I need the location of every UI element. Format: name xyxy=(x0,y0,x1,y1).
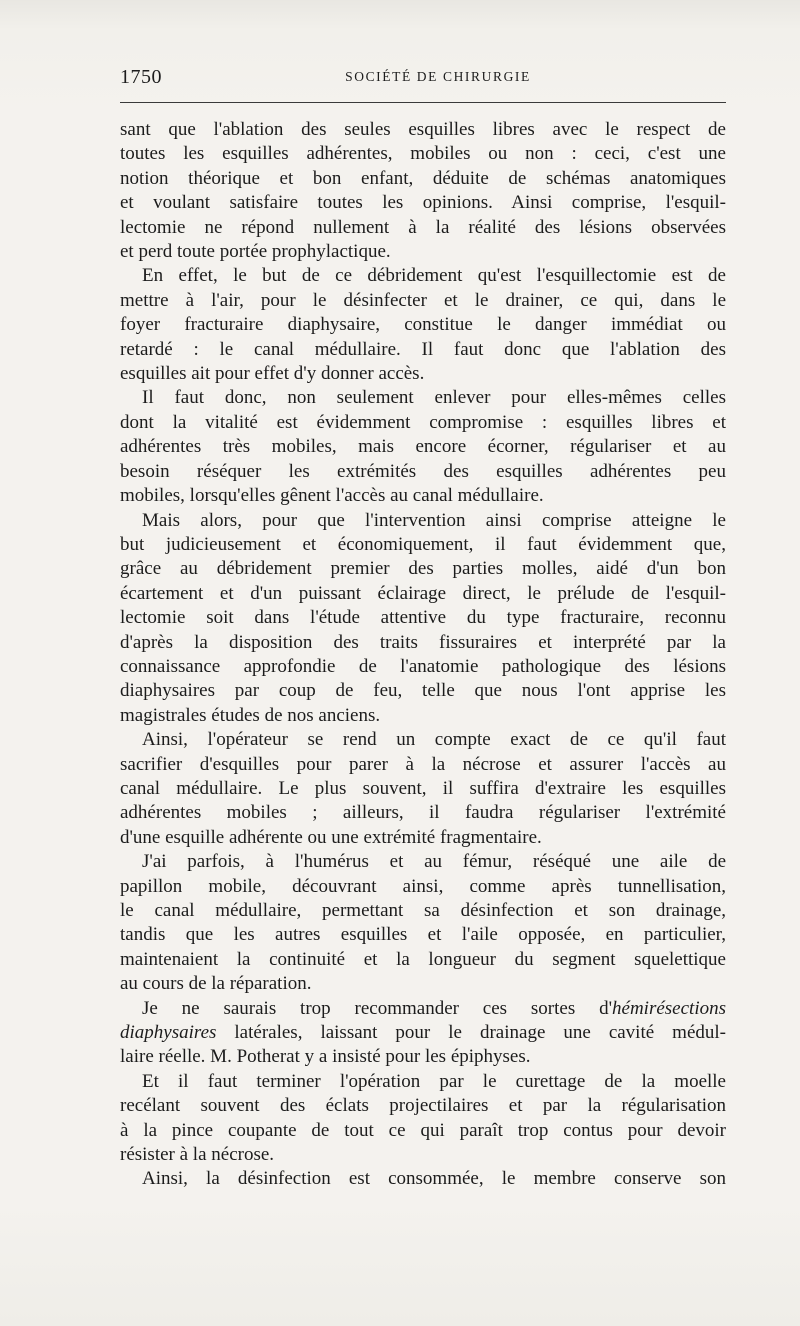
text-line: le canal médullaire, permettant sa désinfection et son drainage, xyxy=(120,900,726,921)
page-number: 1750 xyxy=(120,66,162,88)
text-line: besoin réséquer les extrémités des esquilles adhérentes peu xyxy=(120,460,726,482)
paragraph xyxy=(120,850,726,996)
text-line: d'une esquille adhérente ou une extrémité fragmentaire. xyxy=(120,826,542,848)
text-line: magistrales études de nos anciens. xyxy=(120,704,381,726)
running-title: SOCIÉTÉ DE CHIRURGIE xyxy=(345,69,531,84)
paragraph xyxy=(120,1167,726,1191)
paragraph xyxy=(120,728,726,850)
text-line: Ainsi, l'opérateur se rend un compte exact de ce qu'il faut xyxy=(142,729,726,751)
paragraph xyxy=(120,264,726,386)
text-line: au cours de la réparation. xyxy=(120,973,312,995)
paragraph xyxy=(120,1070,726,1168)
text-line: adhérentes très mobiles, mais encore écorner, régulariser et au xyxy=(120,436,726,458)
text-line: canal médullaire. Le plus souvent, il suffira d'extraire les esquilles xyxy=(120,777,726,799)
text-line xyxy=(120,1021,726,1045)
paragraph xyxy=(120,118,726,264)
text-line: grâce au débridement premier des parties molles, aidé d'un bon xyxy=(120,558,726,580)
text-line: esquilles ait pour effet d'y donner accès. xyxy=(120,363,425,385)
text-line: Mais alors, pour que l'intervention ainsi comprise atteigne le xyxy=(142,509,726,531)
body-text xyxy=(120,118,726,1192)
text-line: adhérentes mobiles ; ailleurs, il faudra régulariser l'extrémité xyxy=(120,802,726,824)
text-line: mettre à l'air, pour le désinfecter et le drainer, ce qui, dans le xyxy=(120,289,726,311)
header-rule xyxy=(120,102,726,103)
text-line: notion théorique et bon enfant, déduite de schémas anatomiques xyxy=(120,167,726,189)
text-line: En effet, le but de ce débridement qu'est l'esquillectomie est de xyxy=(142,265,726,287)
paragraph xyxy=(120,997,726,1070)
text-line: à la pince coupante de tout ce qui paraît trop contus pour devoir xyxy=(120,1119,726,1141)
text-line: mobiles, lorsqu'elles gênent l'accès au canal médullaire. xyxy=(120,485,544,507)
text-line: Il faut donc, non seulement enlever pour elles-mêmes celles xyxy=(142,387,726,409)
text-line: but judicieusement et économiquement, il faut évidemment que, xyxy=(120,533,726,555)
text-line: foyer fracturaire diaphysaire, constitue le danger immédiat ou xyxy=(120,314,726,336)
text-span: Je ne saurais trop recommander ces sortes d' xyxy=(142,997,613,1019)
text-line: J'ai parfois, à l'humérus et au fémur, réséqué une aile de xyxy=(142,851,726,873)
text-line: toutes les esquilles adhérentes, mobiles ou non : ceci, c'est une xyxy=(120,143,726,165)
text-line: diaphysaires par coup de feu, telle que nous l'ont apprise les xyxy=(120,680,726,702)
text-line xyxy=(120,997,726,1021)
italic-term: diaphysaires xyxy=(120,1022,217,1044)
text-line: lectomie soit dans l'étude attentive du type fracturaire, reconnu xyxy=(120,607,726,629)
text-line: écartement et d'un puissant éclairage direct, le prélude de l'esquil- xyxy=(120,582,726,604)
text-line: résister à la nécrose. xyxy=(120,1144,275,1166)
text-line: Ainsi, la désinfection est consommée, le membre conserve son xyxy=(142,1168,726,1190)
text-line: laire réelle. M. Potherat y a insisté pour les épiphyses. xyxy=(120,1046,531,1068)
text-line: sacrifier d'esquilles pour parer à la nécrose et assurer l'accès au xyxy=(120,753,726,775)
italic-term: hémirésections xyxy=(612,997,726,1019)
text-line: sant que l'ablation des seules esquilles libres avec le respect de xyxy=(120,119,726,140)
paragraph xyxy=(120,386,726,508)
text-line: dont la vitalité est évidemment compromise : esquilles libres et xyxy=(120,411,726,433)
text-line: lectomie ne répond nullement à la réalité des lésions observées xyxy=(120,216,726,238)
text-line: tandis que les autres esquilles et l'aile opposée, en particulier, xyxy=(120,924,726,946)
page-header xyxy=(120,66,726,90)
text-line: d'après la disposition des traits fissuraires et interprété par la xyxy=(120,631,726,653)
text-span: latérales, laissant pour le drainage une cavité médul- xyxy=(216,1022,726,1044)
text-line: connaissance approfondie de l'anatomie pathologique des lésions xyxy=(120,655,726,677)
text-line: retardé : le canal médullaire. Il faut donc que l'ablation des xyxy=(120,338,726,360)
text-line: et perd toute portée prophylactique. xyxy=(120,241,391,263)
text-line: Et il faut terminer l'opération par le curettage de la moelle xyxy=(142,1070,726,1092)
text-line: recélant souvent des éclats projectilaires et par la régularisation xyxy=(120,1095,726,1117)
text-line: papillon mobile, découvrant ainsi, comme après tunnellisation, xyxy=(120,875,726,897)
text-line: et voulant satisfaire toutes les opinions. Ainsi comprise, l'esquil- xyxy=(120,192,726,214)
text-line: maintenaient la continuité et la longueur du segment squelettique xyxy=(120,948,726,970)
paragraph xyxy=(120,509,726,729)
